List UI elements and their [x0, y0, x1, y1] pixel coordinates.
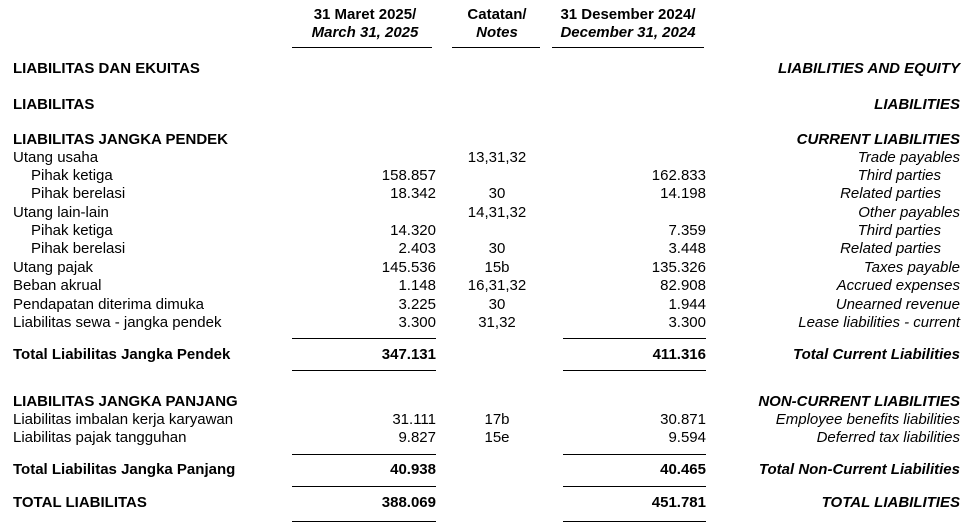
- row-value-december-2024: 411.316: [652, 346, 706, 363]
- row-label-en: Total Current Liabilities: [793, 346, 960, 363]
- subtotal-line-col1: [292, 338, 436, 339]
- column-header-december-2024: [548, 6, 708, 42]
- row-label-id: Pihak ketiga: [31, 167, 113, 184]
- row-label-en: LIABILITIES AND EQUITY: [778, 60, 960, 77]
- row-label-en: Trade payables: [857, 149, 960, 166]
- row-label-id: Liabilitas sewa - jangka pendek: [13, 314, 222, 331]
- grand-total-line-col1: [292, 521, 436, 522]
- column-header-december-2024-id: 31 Desember 2024/: [560, 6, 696, 23]
- table-row: [0, 204, 972, 222]
- row-label-en: Accrued expenses: [836, 277, 960, 294]
- row-label-en: Third parties: [857, 167, 941, 184]
- table-row: [0, 222, 972, 240]
- row-notes: 15e: [484, 429, 510, 446]
- row-label-en: CURRENT LIABILITIES: [796, 131, 960, 148]
- row-label-en: Third parties: [857, 222, 941, 239]
- row-label-en: LIABILITIES: [874, 96, 960, 113]
- total-current-liabilities-row: [0, 346, 972, 364]
- section-current-liabilities: [0, 131, 972, 149]
- table-row: [0, 411, 972, 429]
- row-notes: 17b: [484, 411, 510, 428]
- row-value-march-2025: 388.069: [381, 494, 436, 511]
- total-non-current-liabilities-row: [0, 461, 972, 479]
- column-header-notes-id: Catatan/: [467, 6, 527, 23]
- row-label-en: Lease liabilities - current: [798, 314, 960, 331]
- grand-total-line-col2: [563, 521, 706, 522]
- row-value-march-2025: 40.938: [390, 461, 436, 478]
- row-value-december-2024: 7.359: [668, 222, 706, 239]
- column-header-notes-en: Notes: [476, 24, 518, 41]
- row-value-march-2025: 18.342: [390, 185, 436, 202]
- column-header-march-2025: [290, 6, 440, 42]
- row-value-december-2024: 40.465: [660, 461, 706, 478]
- row-label-en: Total Non-Current Liabilities: [758, 461, 960, 478]
- column-header-march-2025-en: March 31, 2025: [311, 24, 419, 41]
- row-label-id: Pendapatan diterima dimuka: [13, 296, 204, 313]
- subtotal-line-col2: [563, 454, 706, 455]
- row-label-en: Related parties: [840, 240, 941, 257]
- row-label-en: NON-CURRENT LIABILITIES: [758, 393, 960, 410]
- row-value-march-2025: 1.148: [398, 277, 436, 294]
- row-label-en: TOTAL LIABILITIES: [821, 494, 960, 511]
- row-label-en: Deferred tax liabilities: [816, 429, 960, 446]
- row-label-en: Other payables: [858, 204, 960, 221]
- table-row: [0, 240, 972, 258]
- row-notes: 16,31,32: [467, 277, 527, 294]
- row-label-id: LIABILITAS JANGKA PANJANG: [13, 393, 238, 410]
- row-label-id: Pihak ketiga: [31, 222, 113, 239]
- row-value-march-2025: 347.131: [381, 346, 436, 363]
- column-header-march-2025-id: 31 Maret 2025/: [313, 6, 417, 23]
- row-value-december-2024: 451.781: [651, 494, 706, 511]
- table-row: [0, 167, 972, 185]
- row-label-id: Utang usaha: [13, 149, 99, 166]
- table-row: [0, 429, 972, 447]
- row-label-id: Liabilitas pajak tangguhan: [13, 429, 187, 446]
- row-value-december-2024: 82.908: [660, 277, 706, 294]
- total-line-col1: [292, 370, 436, 371]
- row-value-december-2024: 9.594: [668, 429, 706, 446]
- table-row: [0, 149, 972, 167]
- total-liabilities-row: [0, 494, 972, 512]
- row-label-id: Liabilitas imbalan kerja karyawan: [13, 411, 234, 428]
- row-notes: 14,31,32: [467, 204, 527, 221]
- row-label-id: LIABILITAS JANGKA PENDEK: [13, 131, 229, 148]
- row-label-id: Total Liabilitas Jangka Panjang: [13, 461, 236, 478]
- section-non-current-liabilities: [0, 393, 972, 411]
- row-value-december-2024: 3.300: [668, 314, 706, 331]
- column-header-notes: [452, 6, 542, 42]
- total-line-col1: [292, 486, 436, 487]
- row-value-december-2024: 30.871: [660, 411, 706, 428]
- row-value-march-2025: 145.536: [381, 259, 436, 276]
- table-row: [0, 185, 972, 203]
- section-liabilities-and-equity: [0, 60, 972, 78]
- row-notes: 15b: [484, 259, 510, 276]
- row-label-id: LIABILITAS DAN EKUITAS: [13, 60, 200, 77]
- row-value-december-2024: 3.448: [668, 240, 706, 257]
- row-value-march-2025: 31.111: [392, 411, 436, 428]
- row-label-id: LIABILITAS: [13, 96, 95, 113]
- row-value-march-2025: 9.827: [398, 429, 436, 446]
- subtotal-line-col2: [563, 338, 706, 339]
- row-label-id: Utang pajak: [13, 259, 94, 276]
- row-value-march-2025: 14.320: [390, 222, 436, 239]
- row-label-id: Utang lain-lain: [13, 204, 109, 221]
- total-line-col2: [563, 370, 706, 371]
- row-label-id: Pihak berelasi: [31, 185, 126, 202]
- row-value-december-2024: 135.326: [651, 259, 706, 276]
- row-notes: 31,32: [478, 314, 516, 331]
- row-value-march-2025: 158.857: [381, 167, 436, 184]
- table-row: [0, 296, 972, 314]
- header-underline-notes: [452, 47, 540, 48]
- row-label-en: Unearned revenue: [835, 296, 960, 313]
- table-row: [0, 277, 972, 295]
- table-row: [0, 314, 972, 332]
- row-notes: 30: [488, 296, 506, 313]
- subtotal-line-col1: [292, 454, 436, 455]
- header-underline-col1: [292, 47, 432, 48]
- header-underline-col2: [552, 47, 704, 48]
- column-header-december-2024-en: December 31, 2024: [560, 24, 696, 41]
- row-value-march-2025: 2.403: [398, 240, 436, 257]
- row-label-en: Taxes payable: [863, 259, 960, 276]
- row-value-march-2025: 3.300: [398, 314, 436, 331]
- total-line-col2: [563, 486, 706, 487]
- row-notes: 30: [488, 240, 506, 257]
- row-value-december-2024: 1.944: [668, 296, 706, 313]
- row-label-id: Beban akrual: [13, 277, 102, 294]
- row-notes: 30: [488, 185, 506, 202]
- section-liabilities: [0, 96, 972, 114]
- row-label-id: Total Liabilitas Jangka Pendek: [13, 346, 231, 363]
- row-label-id: Pihak berelasi: [31, 240, 126, 257]
- table-row: [0, 259, 972, 277]
- row-value-december-2024: 162.833: [651, 167, 706, 184]
- row-label-en: Related parties: [840, 185, 941, 202]
- row-value-december-2024: 14.198: [660, 185, 706, 202]
- row-label-id: TOTAL LIABILITAS: [13, 494, 147, 511]
- row-notes: 13,31,32: [467, 149, 527, 166]
- row-label-en: Employee benefits liabilities: [775, 411, 960, 428]
- row-value-march-2025: 3.225: [398, 296, 436, 313]
